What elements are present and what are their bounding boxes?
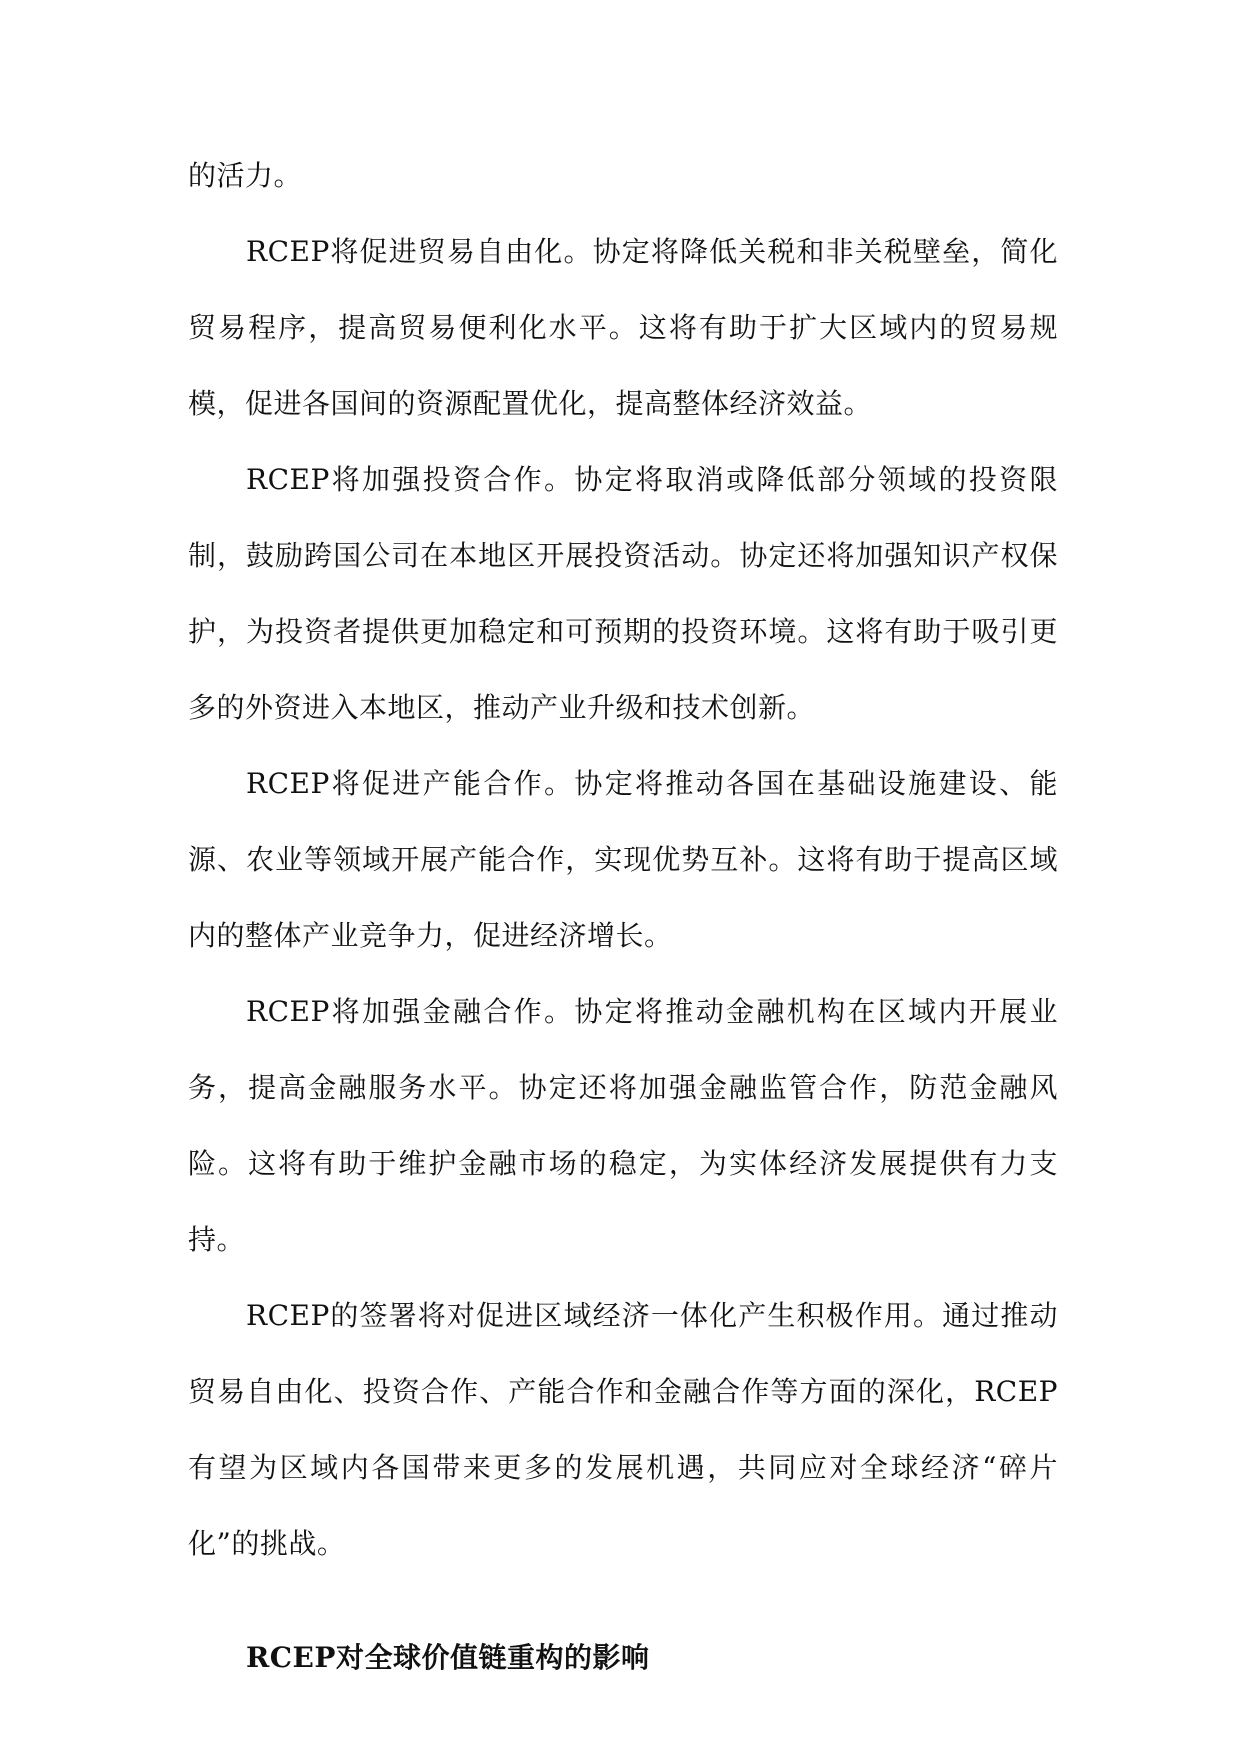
section-heading: RCEP对全球价值链重构的影响 bbox=[246, 1641, 650, 1674]
paragraph-continuation: 的活力。 bbox=[188, 159, 303, 192]
document-body bbox=[188, 138, 1058, 1696]
paragraph-investment-cooperation: RCEP将加强投资合作。协定将取消或降低部分领域的投资限制，鼓励跨国公司在本地区开展投资活动。协定还将加强知识产权保护，为投资者提供更加稳定和可预期的投资环境。这将有助于吸引更多的外资进入本地区，推动产业升级和技术创新。 bbox=[188, 463, 1058, 724]
paragraph-summary: RCEP的签署将对促进区域经济一体化产生积极作用。通过推动贸易自由化、投资合作、产能合作和金融合作等方面的深化，RCEP有望为区域内各国带来更多的发展机遇，共同应对全球经济“碎片化”的挑战。 bbox=[188, 1299, 1058, 1560]
paragraph-trade-liberalization: RCEP将促进贸易自由化。协定将降低关税和非关税壁垒，简化贸易程序，提高贸易便利化水平。这将有助于扩大区域内的贸易规模，促进各国间的资源配置优化，提高整体经济效益。 bbox=[188, 235, 1058, 420]
paragraph-capacity-cooperation: RCEP将促进产能合作。协定将推动各国在基础设施建设、能源、农业等领域开展产能合作，实现优势互补。这将有助于提高区域内的整体产业竞争力，促进经济增长。 bbox=[188, 767, 1058, 952]
paragraph-financial-cooperation: RCEP将加强金融合作。协定将推动金融机构在区域内开展业务，提高金融服务水平。协定还将加强金融监管合作，防范金融风险。这将有助于维护金融市场的稳定，为实体经济发展提供有力支持。 bbox=[188, 995, 1058, 1256]
